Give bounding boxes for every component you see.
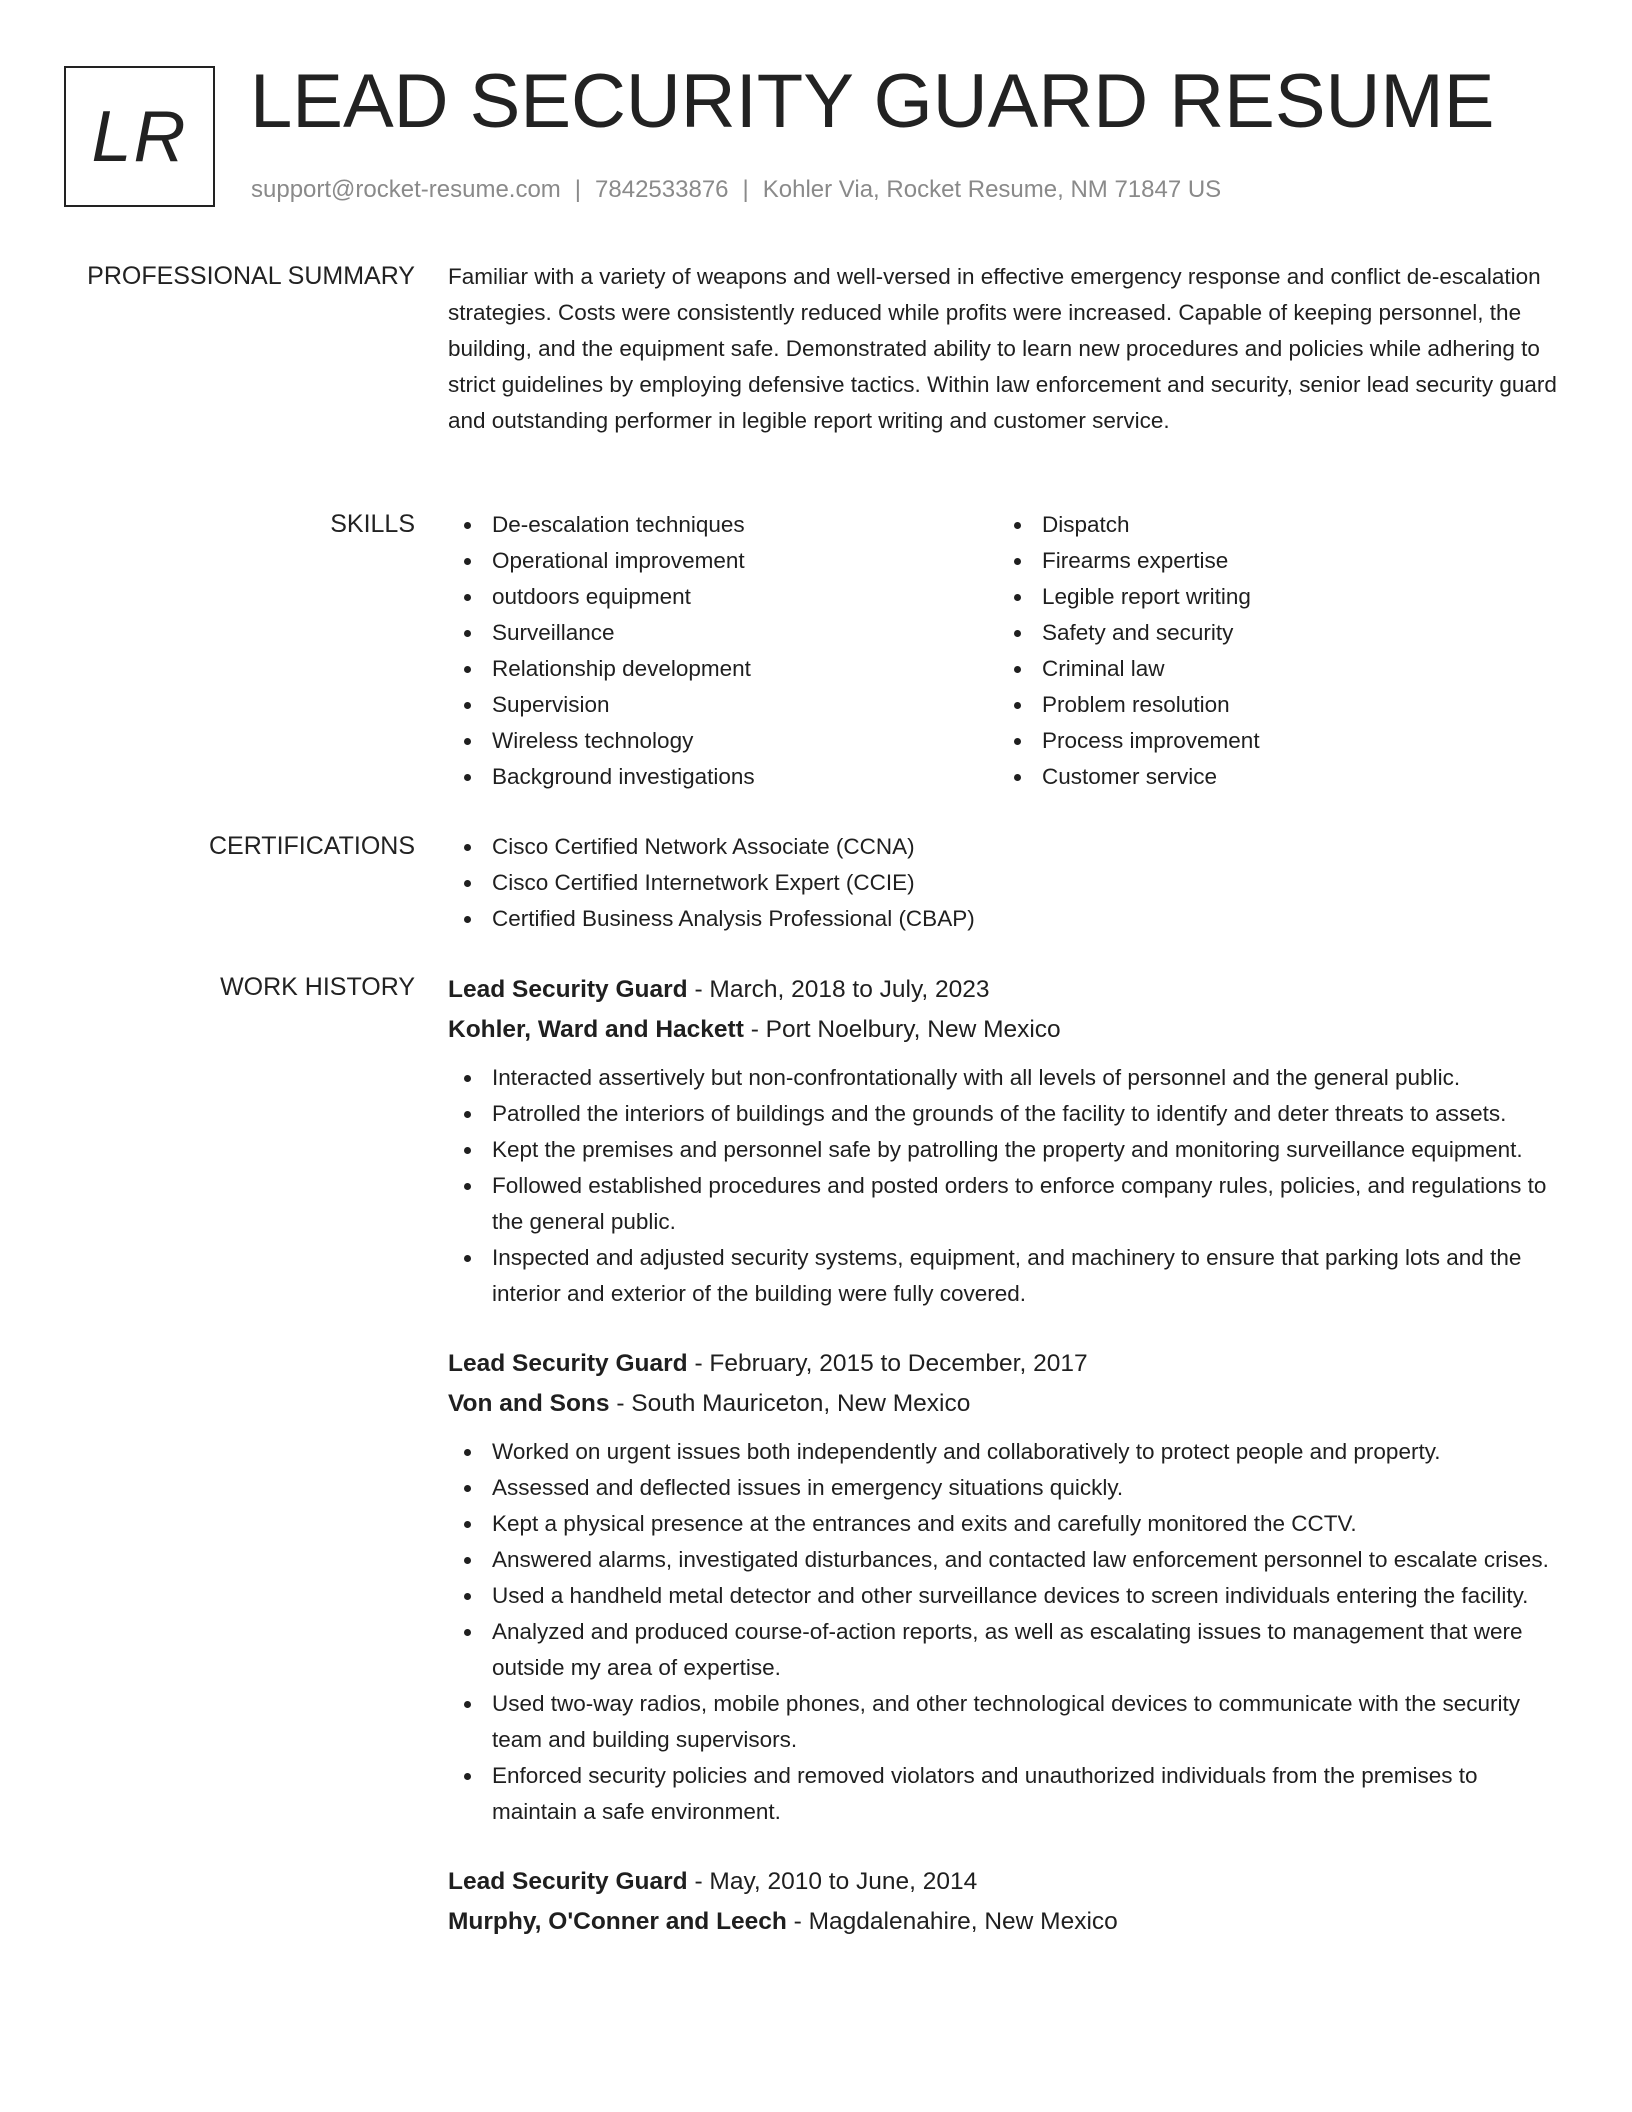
job-bullet: Used two-way radios, mobile phones, and other technological devices to communicate with the security team and building supervisors. bbox=[448, 1686, 1563, 1758]
job-bullet: Followed established procedures and posted orders to enforce company rules, policies, and regulations to the general public. bbox=[448, 1168, 1563, 1240]
certification-item: Cisco Certified Network Associate (CCNA) bbox=[448, 829, 1563, 865]
work-history-heading: WORK HISTORY bbox=[220, 973, 415, 1001]
job-bullets bbox=[448, 1060, 1563, 1312]
skill-item: Criminal law bbox=[998, 651, 1548, 687]
job-bullets bbox=[448, 1434, 1563, 1830]
skill-item: Relationship development bbox=[448, 651, 998, 687]
job-title: Lead Security Guard bbox=[448, 1868, 688, 1895]
skills-body bbox=[448, 507, 1563, 795]
summary-text: Familiar with a variety of weapons and well-versed in effective emergency response and conflict de-escalation strategies. Costs were consistently reduced while profits were increased. Capable of keeping personnel, the building, and the equipment safe. Demonstrated ability to learn new procedures and policies while adhering to strict guidelines by employing defensive tactics. Within law enforcement and security, senior lead security guard and outstanding performer in legible report writing and customer service. bbox=[448, 264, 1557, 433]
job-bullet: Kept a physical presence at the entrances and exits and carefully monitored the CCTV. bbox=[448, 1506, 1563, 1542]
job-bullet: Kept the premises and personnel safe by patrolling the property and monitoring surveillance equipment. bbox=[448, 1132, 1563, 1168]
contact-email[interactable]: support@rocket-resume.com bbox=[251, 176, 561, 203]
skill-item: Dispatch bbox=[998, 507, 1548, 543]
job-company-line bbox=[448, 1902, 1563, 1942]
job-bullet: Assessed and deflected issues in emergency situations quickly. bbox=[448, 1470, 1563, 1506]
job-company: Murphy, O'Conner and Leech bbox=[448, 1908, 787, 1935]
skills-grid bbox=[448, 507, 1563, 795]
certification-item: Certified Business Analysis Professional (CBAP) bbox=[448, 901, 1563, 937]
job-entry bbox=[448, 1344, 1563, 1830]
resume-title: LEAD SECURITY GUARD RESUME bbox=[250, 59, 1495, 144]
work-history-body bbox=[448, 970, 1563, 1942]
job-bullet: Worked on urgent issues both independently and collaboratively to protect people and property. bbox=[448, 1434, 1563, 1470]
skill-item: Safety and security bbox=[998, 615, 1548, 651]
job-title-line bbox=[448, 1344, 1563, 1384]
job-company-line bbox=[448, 1010, 1563, 1050]
skill-item: Firearms expertise bbox=[998, 543, 1548, 579]
skill-item: Problem resolution bbox=[998, 687, 1548, 723]
job-title-line bbox=[448, 1862, 1563, 1902]
job-company: Von and Sons bbox=[448, 1390, 610, 1417]
job-location: - Magdalenahire, New Mexico bbox=[786, 1908, 1118, 1935]
skill-item: outdoors equipment bbox=[448, 579, 998, 615]
job-dates: - May, 2010 to June, 2014 bbox=[687, 1868, 978, 1895]
job-title: Lead Security Guard bbox=[448, 976, 688, 1003]
skill-item: Process improvement bbox=[998, 723, 1548, 759]
skill-item: Customer service bbox=[998, 759, 1548, 795]
skill-item: Background investigations bbox=[448, 759, 998, 795]
job-bullet: Analyzed and produced course-of-action reports, as well as escalating issues to management that were outside my area of expertise. bbox=[448, 1614, 1563, 1686]
job-bullet: Patrolled the interiors of buildings and the grounds of the facility to identify and deter threats to assets. bbox=[448, 1096, 1563, 1132]
certification-item: Cisco Certified Internetwork Expert (CCIE) bbox=[448, 865, 1563, 901]
skills-left-list bbox=[448, 507, 998, 795]
skill-item: Surveillance bbox=[448, 615, 998, 651]
contact-separator: | bbox=[742, 176, 749, 203]
skill-item: Operational improvement bbox=[448, 543, 998, 579]
skill-item: Legible report writing bbox=[998, 579, 1548, 615]
monogram-initials: LR bbox=[91, 96, 188, 177]
summary-heading: PROFESSIONAL SUMMARY bbox=[87, 262, 415, 290]
job-bullet: Inspected and adjusted security systems, equipment, and machinery to ensure that parking lots and the interior and exterior of the building were fully covered. bbox=[448, 1240, 1563, 1312]
job-title-line bbox=[448, 970, 1563, 1010]
contact-line bbox=[251, 174, 1221, 206]
job-bullet: Answered alarms, investigated disturbances, and contacted law enforcement personnel to escalate crises. bbox=[448, 1542, 1563, 1578]
job-location: - Port Noelbury, New Mexico bbox=[743, 1016, 1061, 1043]
skill-item: Supervision bbox=[448, 687, 998, 723]
job-title: Lead Security Guard bbox=[448, 1350, 688, 1377]
job-location: - South Mauriceton, New Mexico bbox=[609, 1390, 971, 1417]
contact-phone[interactable]: 7842533876 bbox=[595, 176, 729, 203]
certifications-body bbox=[448, 829, 1563, 937]
summary-body bbox=[448, 259, 1563, 439]
certifications-list bbox=[448, 829, 1563, 937]
certifications-heading: CERTIFICATIONS bbox=[208, 832, 415, 860]
job-bullet: Enforced security policies and removed violators and unauthorized individuals from the premises to maintain a safe environment. bbox=[448, 1758, 1563, 1830]
job-bullet: Interacted assertively but non-confrontationally with all levels of personnel and the general public. bbox=[448, 1060, 1563, 1096]
job-company-line bbox=[448, 1384, 1563, 1424]
skills-heading: SKILLS bbox=[330, 510, 415, 538]
job-company: Kohler, Ward and Hackett bbox=[448, 1016, 744, 1043]
job-entry bbox=[448, 970, 1563, 1312]
skill-item: De-escalation techniques bbox=[448, 507, 998, 543]
skill-item: Wireless technology bbox=[448, 723, 998, 759]
contact-address: Kohler Via, Rocket Resume, NM 71847 US bbox=[762, 176, 1222, 203]
monogram-logo bbox=[64, 66, 215, 207]
job-bullet: Used a handheld metal detector and other surveillance devices to screen individuals entering the facility. bbox=[448, 1578, 1563, 1614]
contact-separator: | bbox=[574, 176, 582, 203]
skills-right-list bbox=[998, 507, 1548, 795]
job-dates: - March, 2018 to July, 2023 bbox=[687, 976, 990, 1003]
job-entry bbox=[448, 1862, 1563, 1942]
job-dates: - February, 2015 to December, 2017 bbox=[687, 1350, 1088, 1377]
